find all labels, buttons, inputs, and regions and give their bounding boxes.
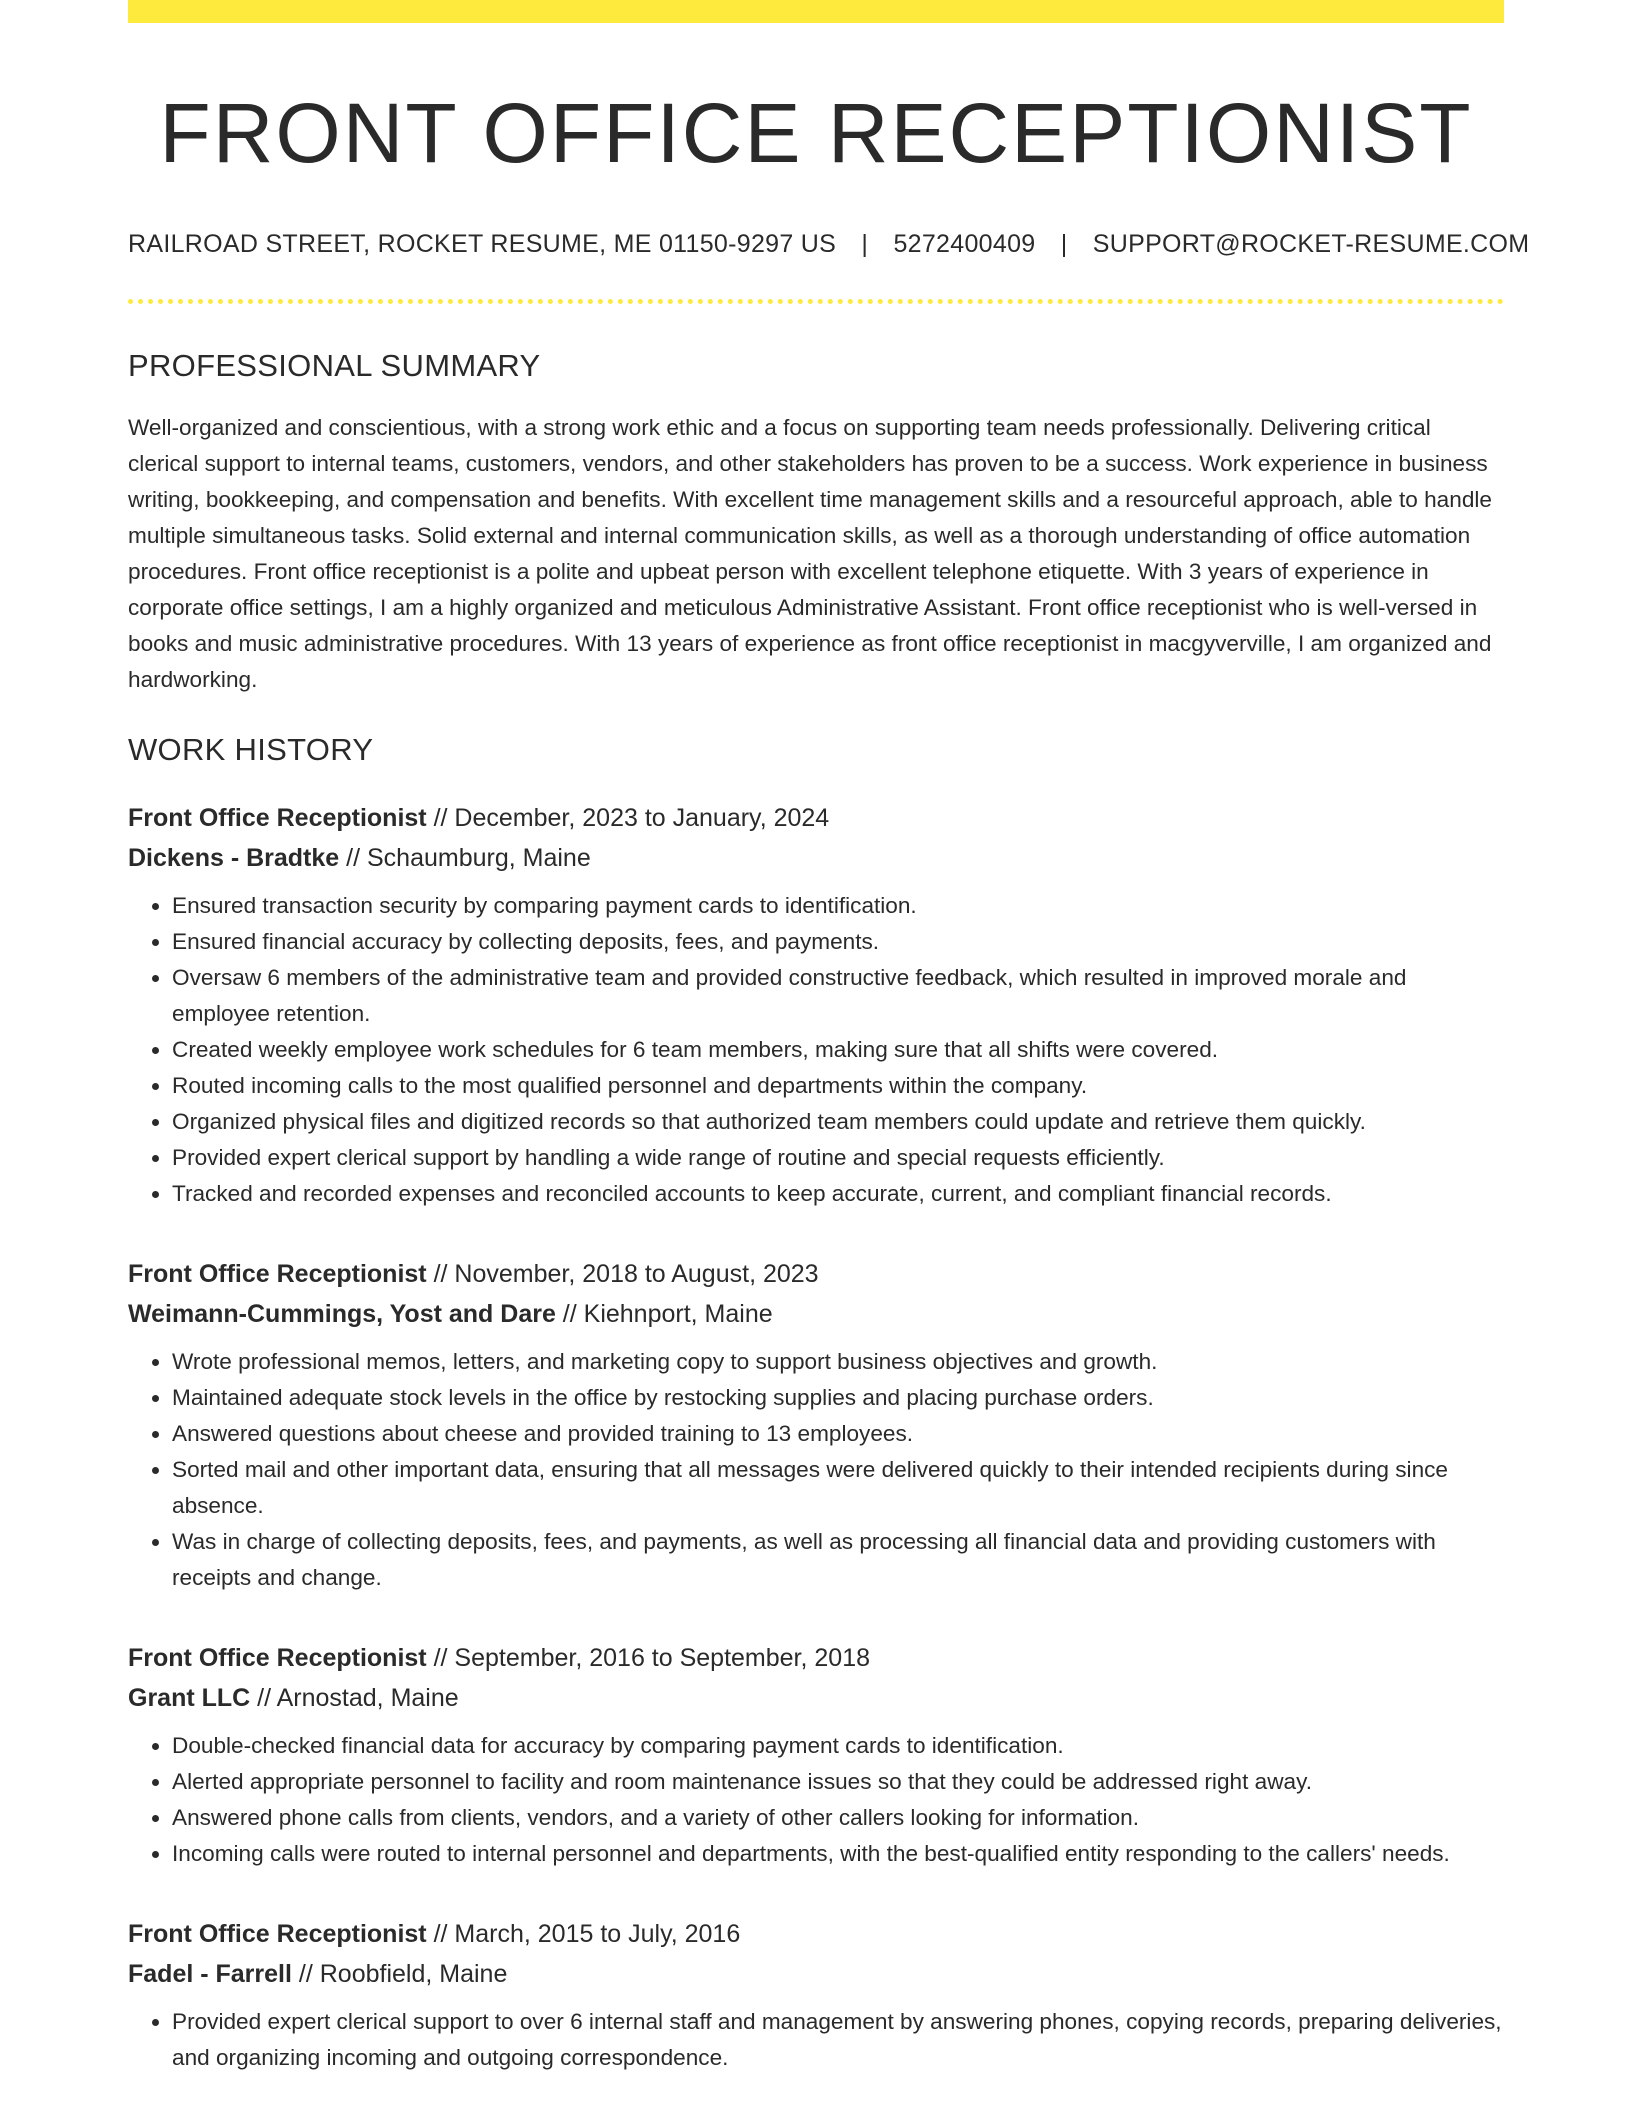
job-location: // Roobfield, Maine: [291, 1959, 508, 1988]
job-bullet: • Answered questions about cheese and provided training to 13 employees.: [172, 1416, 1504, 1452]
dotted-divider: [128, 299, 1504, 304]
job-company-line: [128, 838, 1504, 878]
job-bullet: • Alerted appropriate personnel to facility and room maintenance issues so that they could be addressed right away.: [172, 1764, 1504, 1800]
job-bullet: • Provided expert clerical support by handling a wide range of routine and special requests efficiently.: [172, 1140, 1504, 1176]
contact-address: RAILROAD STREET, ROCKET RESUME, ME 01150-9297 US: [128, 229, 837, 258]
job-role: Front Office Receptionist: [128, 1643, 427, 1672]
job-bullet: • Created weekly employee work schedules for 6 team members, making sure that all shifts were covered.: [172, 1032, 1504, 1068]
job-dates: // December, 2023 to January, 2024: [426, 803, 830, 832]
job-entry: [128, 1254, 1504, 1596]
job-entry: [128, 1914, 1504, 2076]
contact-phone: 5272400409: [893, 229, 1036, 258]
job-bullet: • Double-checked financial data for accuracy by comparing payment cards to identification.: [172, 1728, 1504, 1764]
job-bullet: • Oversaw 6 members of the administrative team and provided constructive feedback, which resulted in improved morale and employee retention.: [172, 960, 1504, 1032]
contact-separator: |: [1060, 229, 1068, 258]
job-company: Weimann-Cummings, Yost and Dare: [128, 1299, 556, 1328]
job-bullets: [128, 2004, 1504, 2076]
job-company: Dickens - Bradtke: [128, 843, 340, 872]
job-bullet: • Ensured financial accuracy by collecting deposits, fees, and payments.: [172, 924, 1504, 960]
job-bullet: • Sorted mail and other important data, ensuring that all messages were delivered quickly to their intended recipients during since absence.: [172, 1452, 1504, 1524]
resume-page: [128, 0, 1530, 2076]
job-bullet: • Tracked and recorded expenses and reconciled accounts to keep accurate, current, and compliant financial records.: [172, 1176, 1504, 1212]
work-history-heading: WORK HISTORY: [128, 731, 374, 767]
job-location: // Arnostad, Maine: [250, 1683, 459, 1712]
contact-line: [128, 229, 1530, 259]
job-role-line: [128, 1254, 1504, 1294]
job-location: // Schaumburg, Maine: [339, 843, 591, 872]
job-bullet: • Provided expert clerical support to over 6 internal staff and management by answering phones, copying records, preparing deliveries, and organizing incoming and outgoing correspondence.: [172, 2004, 1504, 2076]
job-company-line: [128, 1954, 1504, 1994]
job-role-line: [128, 1914, 1504, 1954]
job-entry: [128, 798, 1504, 1212]
job-company-line: [128, 1294, 1504, 1334]
contact-email: SUPPORT@ROCKET-RESUME.COM: [1092, 229, 1530, 258]
job-bullet: • Incoming calls were routed to internal personnel and departments, with the best-qualified entity responding to the callers' needs.: [172, 1836, 1504, 1872]
job-dates: // September, 2016 to September, 2018: [426, 1643, 870, 1672]
job-role-line: [128, 1638, 1504, 1678]
accent-top-bar: [128, 0, 1504, 23]
job-bullet: • Ensured transaction security by comparing payment cards to identification.: [172, 888, 1504, 924]
resume-title: FRONT OFFICE RECEPTIONIST: [159, 86, 1473, 180]
job-bullet: • Answered phone calls from clients, vendors, and a variety of other callers looking for information.: [172, 1800, 1504, 1836]
job-bullet: • Organized physical files and digitized records so that authorized team members could update and retrieve them quickly.: [172, 1104, 1504, 1140]
job-bullets: [128, 1344, 1504, 1596]
contact-separator: |: [861, 229, 869, 258]
job-role: Front Office Receptionist: [128, 803, 427, 832]
job-role: Front Office Receptionist: [128, 1259, 427, 1288]
job-bullets: [128, 1728, 1504, 1872]
job-dates: // November, 2018 to August, 2023: [426, 1259, 819, 1288]
job-company: Grant LLC: [128, 1683, 251, 1712]
job-bullet: • Routed incoming calls to the most qualified personnel and departments within the company.: [172, 1068, 1504, 1104]
job-company: Fadel - Farrell: [128, 1959, 292, 1988]
job-bullet: • Maintained adequate stock levels in the office by restocking supplies and placing purchase orders.: [172, 1380, 1504, 1416]
job-bullet: • Was in charge of collecting deposits, fees, and payments, as well as processing all financial data and providing customers with receipts and change.: [172, 1524, 1504, 1596]
work-history-list: [128, 798, 1504, 2076]
job-role-line: [128, 798, 1504, 838]
job-bullet: • Wrote professional memos, letters, and marketing copy to support business objectives and growth.: [172, 1344, 1504, 1380]
job-dates: // March, 2015 to July, 2016: [426, 1919, 741, 1948]
job-bullets: [128, 888, 1504, 1212]
job-role: Front Office Receptionist: [128, 1919, 427, 1948]
job-location: // Kiehnport, Maine: [555, 1299, 773, 1328]
job-company-line: [128, 1678, 1504, 1718]
job-entry: [128, 1638, 1504, 1872]
summary-text: Well-organized and conscientious, with a strong work ethic and a focus on supporting team needs professionally. Delivering critical clerical support to internal teams, customers, vendors, and other stakeholders has proven to be a success. Work experience in business writing, bookkeeping, and compensation and benefits. With excellent time management skills and a resourceful approach, able to handle multiple simultaneous tasks. Solid external and internal communication skills, as well as a thorough understanding of office automation procedures. Front office receptionist is a polite and upbeat person with excellent telephone etiquette. With 3 years of experience in corporate office settings, I am a highly organized and meticulous Administrative Assistant. Front office receptionist who is well-versed in books and music administrative procedures. With 13 years of experience as front office receptionist in macgyverville, I am organized and hardworking.: [128, 414, 1492, 692]
summary-heading: PROFESSIONAL SUMMARY: [128, 347, 541, 383]
